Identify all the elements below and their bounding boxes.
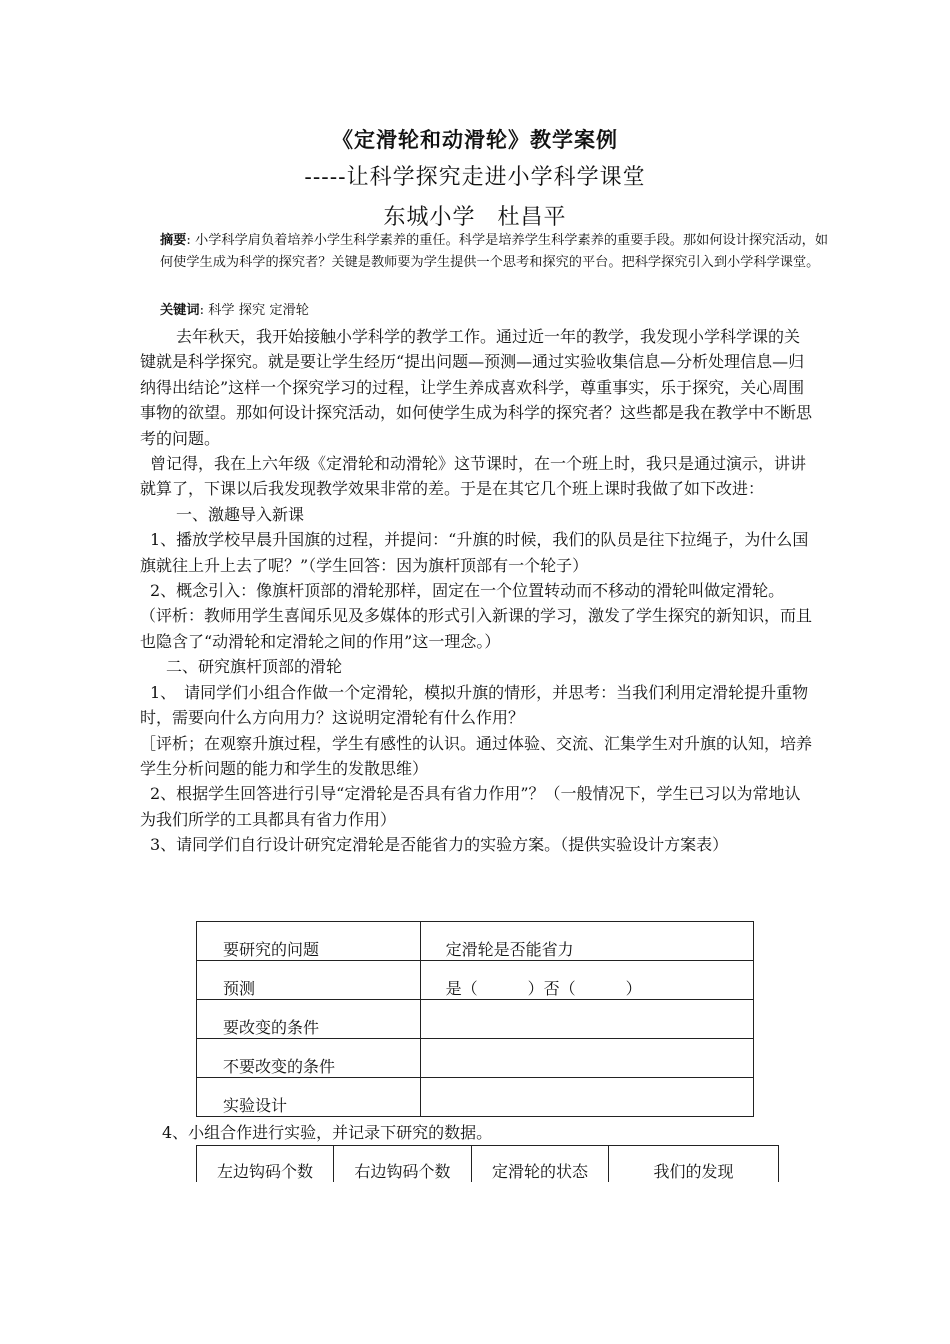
paragraph: 去年秋天，我开始接触小学科学的教学工作。通过近一年的教学，我发现小学科学课的关键就是科学探究。就是要让学生经历“提出问题—预测—通过实验收集信息—分析处理信息—归纳得出结论”这样一个探究学习的过程，让学生养成喜欢科学，尊重事实，乐于探究，关心周围事物的欲望。那如何设计探究活动，如何使学生成为科学的探究者？这些都是我在教学中不断思考的问题。	[140, 327, 813, 448]
commentary: ［评析；在观察升旗过程，学生有感性的认识。通过体验、交流、汇集学生对升旗的认知，培养学生分析问题的能力和学生的发散思维）	[140, 733, 813, 778]
keywords-text: : 科学 探究 定滑轮	[199, 303, 309, 318]
experiment-data-table	[196, 1145, 779, 1182]
paragraph: 曾记得，我在上六年级《定滑轮和动滑轮》这节课时，在一个班上时，我只是通过演示，讲讲就算了，下课以后我发现教学效果非常的差。于是在其它几个班上课时我做了如下改进：	[140, 454, 807, 499]
abstract-label: 摘要	[160, 233, 187, 248]
step-four: 4、小组合作进行实验，并记录下研究的数据。	[162, 1123, 493, 1142]
body-text	[140, 324, 812, 858]
paragraph: 1、播放学校早晨升国旗的过程，并提问：“升旗的时候，我们的队员是往下拉绳子，为什么国旗就往上升上去了呢？”（学生回答：因为旗杆顶部有一个轮子）	[140, 530, 809, 575]
table-cell	[420, 961, 753, 1000]
paragraph: 3、请同学们自行设计研究定滑轮是否能省力的实验方案。（提供实验设计方案表）	[150, 835, 729, 855]
section-heading: 二、研究旗杆顶部的滑轮	[166, 657, 343, 677]
table-header-cell: 定滑轮的状态	[472, 1146, 609, 1183]
keywords	[160, 300, 830, 322]
author-line: 东城小学 杜昌平	[383, 205, 567, 230]
table-row	[197, 922, 754, 961]
keywords-label: 关键词	[160, 303, 200, 318]
commentary: （评析：教师用学生喜闻乐见及多媒体的形式引入新课的学习，激发了学生探究的新知识，而且也隐含了“动滑轮和定滑轮之间的作用”这一理念。）	[140, 606, 813, 651]
table-cell	[420, 1000, 753, 1039]
prediction-end: ）	[625, 979, 642, 998]
table-header-row	[197, 1146, 779, 1183]
abstract-text: : 小学科学肩负着培养小学生科学素养的重任。科学是培养学生科学素养的重要手段。那如何设计探究活动，如何使学生成为科学的探究者？关键是教师要为学生提供一个思考和探究的平台。把科学探究引入到小学科学课堂。	[160, 233, 829, 270]
table-cell: 不要改变的条件	[197, 1039, 421, 1078]
document-subtitle: -----让科学探究走进小学科学课堂	[304, 165, 646, 190]
paragraph: 2、概念引入：像旗杆顶部的滑轮那样，固定在一个位置转动而不移动的滑轮叫做定滑轮。	[150, 581, 785, 601]
table-header-cell: 左边钩码个数	[197, 1146, 334, 1183]
table-cell: 实验设计	[197, 1078, 421, 1117]
table-cell	[420, 1078, 753, 1117]
table-cell: 要改变的条件	[197, 1000, 421, 1039]
document-title: 《定滑轮和动滑轮》教学案例	[332, 128, 618, 152]
section-heading: 一、激趣导入新课	[176, 504, 305, 524]
table-row	[197, 961, 754, 1000]
table-row	[197, 1000, 754, 1039]
prediction-no: ）否（	[527, 979, 576, 998]
paragraph: 1、 请同学们小组合作做一个定滑轮，模拟升旗的情形，并思考：当我们利用定滑轮提升重物时，需要向什么方向用力？这说明定滑轮有什么作用？	[140, 682, 809, 728]
table-cell	[420, 1039, 753, 1078]
table-header-cell: 右边钩码个数	[334, 1146, 472, 1183]
table-row	[197, 1039, 754, 1078]
table-cell: 定滑轮是否能省力	[420, 922, 753, 961]
table-header-cell: 我们的发现	[609, 1146, 779, 1183]
abstract	[160, 230, 830, 274]
paragraph: 2、根据学生回答进行引导“定滑轮是否具有省力作用”？（一般情况下，学生已习以为常地认为我们所学的工具都具有省力作用）	[140, 784, 801, 829]
experiment-design-table	[196, 921, 754, 1117]
prediction-yes: 是（	[445, 979, 478, 998]
table-cell: 要研究的问题	[197, 922, 421, 961]
table-cell: 预测	[197, 961, 421, 1000]
table-row	[197, 1078, 754, 1117]
